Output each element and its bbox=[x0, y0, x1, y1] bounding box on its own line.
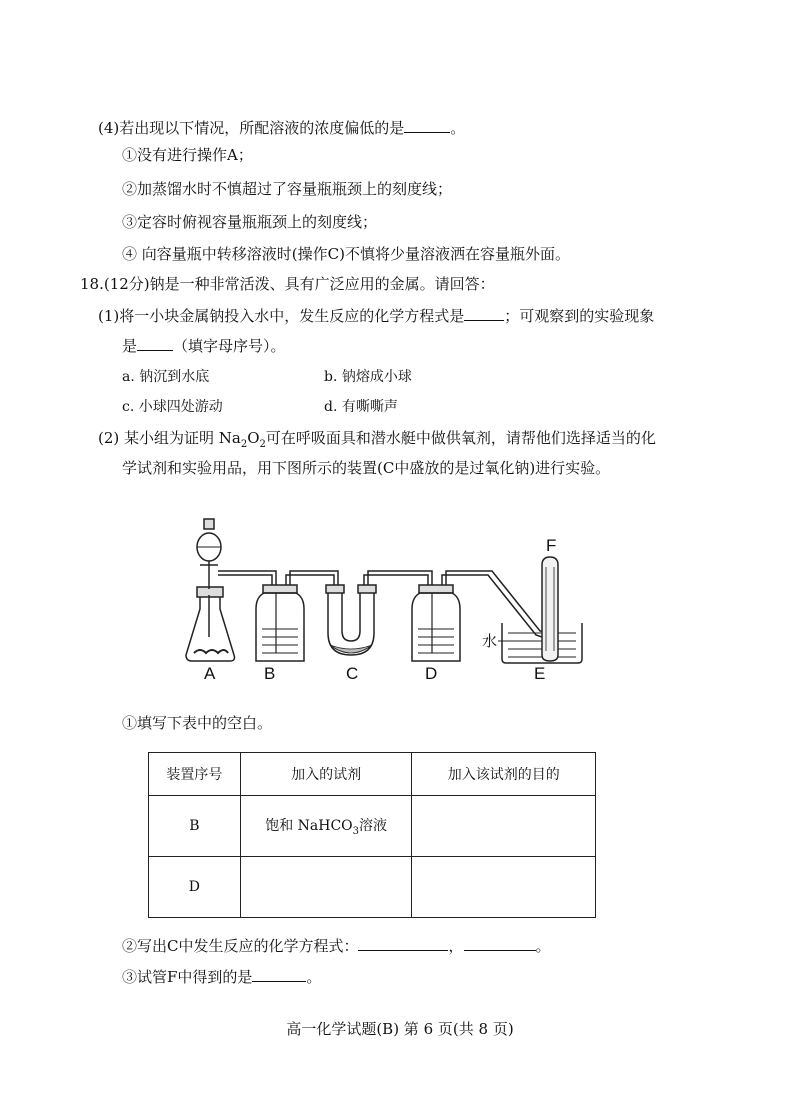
table-header-row bbox=[149, 753, 596, 796]
q17-option-1: ①没有进行操作A； bbox=[122, 146, 253, 164]
q17-option-2: ②加蒸馏水时不慎超过了容量瓶瓶颈上的刻度线； bbox=[122, 180, 453, 198]
phenomenon-blank[interactable] bbox=[137, 334, 173, 351]
q18-sub3-end: 。 bbox=[306, 968, 322, 986]
reagent-b-text-end: 溶液 bbox=[359, 818, 388, 835]
header-reagent: 加入的试剂 bbox=[240, 753, 412, 796]
bottle-b bbox=[256, 585, 304, 661]
label-c: C bbox=[346, 664, 359, 683]
q18-header: 18.(12分)钠是一种非常活泼、具有广泛应用的金属。请回答： bbox=[80, 275, 495, 293]
option-b: b. 钠熔成小球 bbox=[324, 369, 412, 385]
q18-part2-text-b: O bbox=[247, 429, 260, 447]
equation-blank-2[interactable] bbox=[464, 934, 536, 951]
option-a: a. 钠沉到水底 bbox=[122, 369, 210, 385]
reagent-b-text: 饱和 NaHCO bbox=[265, 818, 353, 835]
cell-reagent-b bbox=[240, 796, 412, 857]
q17-part4-stem-end: 。 bbox=[450, 119, 466, 137]
equation-blank[interactable] bbox=[464, 304, 504, 321]
q18-part1-text-b: ；可观察到的实验现象 bbox=[504, 307, 655, 325]
q18-part2-text-a: (2) 某小组为证明 Na bbox=[98, 429, 241, 447]
q18-part1-text-d: （填字母序号）。 bbox=[173, 337, 286, 355]
q18-part2-line2: 学试剂和实验用品，用下图所示的装置(C中盛放的是过氧化钠)进行实验。 bbox=[122, 459, 611, 477]
table-row bbox=[149, 857, 596, 918]
q18-part1-line2 bbox=[122, 334, 286, 357]
option-d: d. 有嘶嘶声 bbox=[324, 399, 398, 415]
q18-sub1: ①填写下表中的空白。 bbox=[122, 714, 273, 732]
answer-blank[interactable] bbox=[404, 116, 450, 133]
label-b: B bbox=[264, 664, 276, 683]
reagent-table bbox=[148, 752, 596, 918]
page-footer: 高一化学试题(B) 第 6 页(共 8 页) bbox=[286, 1020, 514, 1038]
cell-device-d: D bbox=[149, 857, 241, 918]
label-f: F bbox=[546, 536, 557, 555]
q18-sub2-text: ②写出C中发生反应的化学方程式： bbox=[122, 937, 359, 955]
q18-sub2-end: 。 bbox=[535, 937, 551, 955]
q18-part2-line1 bbox=[98, 427, 656, 456]
q18-part2-sub-b: 2 bbox=[259, 439, 266, 450]
q17-option-4: ④ 向容量瓶中转移溶液时(操作C)不慎将少量溶液洒在容量瓶外面。 bbox=[122, 245, 570, 263]
q18-part2-sub-a: 2 bbox=[240, 439, 248, 450]
table-row bbox=[149, 796, 596, 857]
answer-blank-f[interactable] bbox=[252, 965, 306, 982]
q17-part4-stem bbox=[98, 116, 465, 139]
u-tube-c bbox=[326, 585, 376, 655]
q18-sub2 bbox=[122, 934, 551, 957]
q18-sub3 bbox=[122, 965, 321, 988]
apparatus-diagram bbox=[0, 505, 800, 685]
q18-part1-line1 bbox=[98, 304, 654, 327]
equation-blank-1[interactable] bbox=[358, 934, 448, 951]
option-c: c. 小球四处游动 bbox=[122, 399, 223, 415]
q18-part1-text-a: (1)将一小块金属钠投入水中，发生反应的化学方程式是 bbox=[98, 307, 465, 325]
label-d: D bbox=[425, 664, 438, 683]
label-a: A bbox=[204, 664, 216, 683]
q18-sub3-text: ③试管F中得到的是 bbox=[122, 968, 253, 986]
reagent-b-sub: 3 bbox=[352, 825, 360, 837]
q17-option-3: ③定容时俯视容量瓶瓶颈上的刻度线； bbox=[122, 213, 378, 231]
q18-part1-text-c: 是 bbox=[122, 337, 138, 355]
bottle-d bbox=[412, 585, 460, 661]
trough-e bbox=[502, 557, 582, 663]
q17-part4-stem-text: (4)若出现以下情况，所配溶液的浓度偏低的是 bbox=[98, 119, 405, 137]
cell-purpose-d[interactable] bbox=[412, 857, 596, 918]
q18-part2-text-c: 可在呼吸面具和潜水艇中做供氧剂，请帮他们选择适当的化 bbox=[265, 429, 656, 447]
header-device: 装置序号 bbox=[149, 753, 241, 796]
header-purpose: 加入该试剂的目的 bbox=[412, 753, 596, 796]
cell-device-b: B bbox=[149, 796, 241, 857]
flask-a bbox=[186, 519, 235, 661]
q18-sub2-sep: ， bbox=[448, 937, 464, 955]
label-water: 水 bbox=[482, 633, 498, 650]
cell-reagent-d[interactable] bbox=[240, 857, 412, 918]
cell-purpose-b[interactable] bbox=[412, 796, 596, 857]
label-e: E bbox=[534, 664, 546, 683]
